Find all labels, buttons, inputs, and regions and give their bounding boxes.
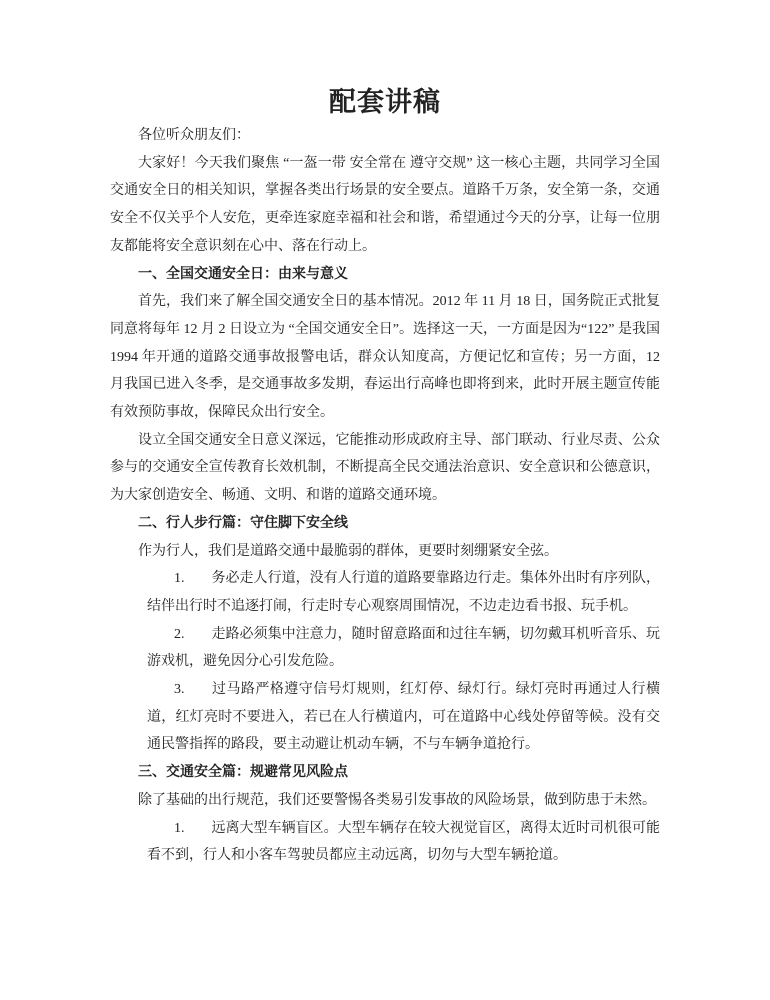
list-item [147,565,660,620]
paragraph: 各位听众朋友们： [138,128,250,143]
list-item-text: 务必走人行道，没有人行道的道路要靠路边行走。集体外出时有序列队，结伴出行时不追逐打闹，行走时专心观察周围情况，不边走边看书报、玩手机。 [147,571,660,614]
paragraph: 大家好！今天我们聚焦 “一盔一带 安全常在 遵守交规” 这一核心主题，共同学习全国交通安全日的相关知识，掌握各类出行场景的安全要点。道路千万条，安全第一条，交通安全不仅关乎个人安危，更牵连家庭幸福和社会和谐，希望通过今天的分享，让每一位朋友都能将安全意识刻在心中、落在行动上。 [110,155,660,254]
section-heading: 二、行人步行篇：守住脚下安全线 [138,515,348,531]
paragraph: 除了基础的出行规范，我们还要警惕各类易引发事故的风险场景，做到防患于未然。 [138,792,656,808]
document-body [110,122,660,870]
list-item-number: 2. [174,626,185,642]
list-item-number: 1. [174,571,185,587]
paragraph: 作为行人，我们是道路交通中最脆弱的群体，更要时刻绷紧安全弦。 [138,543,558,559]
list-item-text: 走路必须集中注意力，随时留意路面和过往车辆，切勿戴耳机听音乐、玩游戏机，避免因分心引发危险。 [147,626,660,670]
list-item-number: 3. [174,682,185,698]
paragraph: 首先，我们来了解全国交通安全日的基本情况。2012 年 11 月 18 日，国务院正式批复同意将每年 12 月 2 日设立为 “全国交通安全日”。选择这一天，一方面是因为“122” 是我国 1994 年开通的道路交通事故报警电话，群众认知度高，方便记忆和宣传；另一方面，12 月我国已进入冬季，是交通事故多发期，春运出行高峰也即将到来，此时开展主题宣传能有效预防事故，保障民众出行安全。 [110,294,660,421]
section-heading: 三、交通安全篇：规避常见风险点 [138,765,348,781]
list-item [147,621,660,676]
list-item-number: 1. [174,820,185,836]
list-item-text: 远离大型车辆盲区。大型车辆存在较大视觉盲区，离得太近时司机很可能看不到，行人和小客车驾驶员都应主动远离，切勿与大型车辆抢道。 [147,820,660,864]
paragraph: 设立全国交通安全日意义深远，它能推动形成政府主导、部门联动、行业尽责、公众参与的交通安全宣传教育长效机制，不断提高全民交通法治意识、安全意识和公德意识，为大家创造安全、畅通、文明、和谐的道路交通环境。 [110,432,660,504]
list-item-text: 过马路严格遵守信号灯规则，红灯停、绿灯行。绿灯亮时再通过人行横道，红灯亮时不要进入，若已在人行横道内，可在道路中心线处停留等候。没有交通民警指挥的路段，要主动避让机动车辆，不与车辆争道抢行。 [147,682,660,753]
section-heading: 一、全国交通安全日：由来与意义 [138,266,348,282]
document-title: 配套讲稿 [329,87,441,117]
list-item [147,815,660,870]
list-item [147,676,660,759]
